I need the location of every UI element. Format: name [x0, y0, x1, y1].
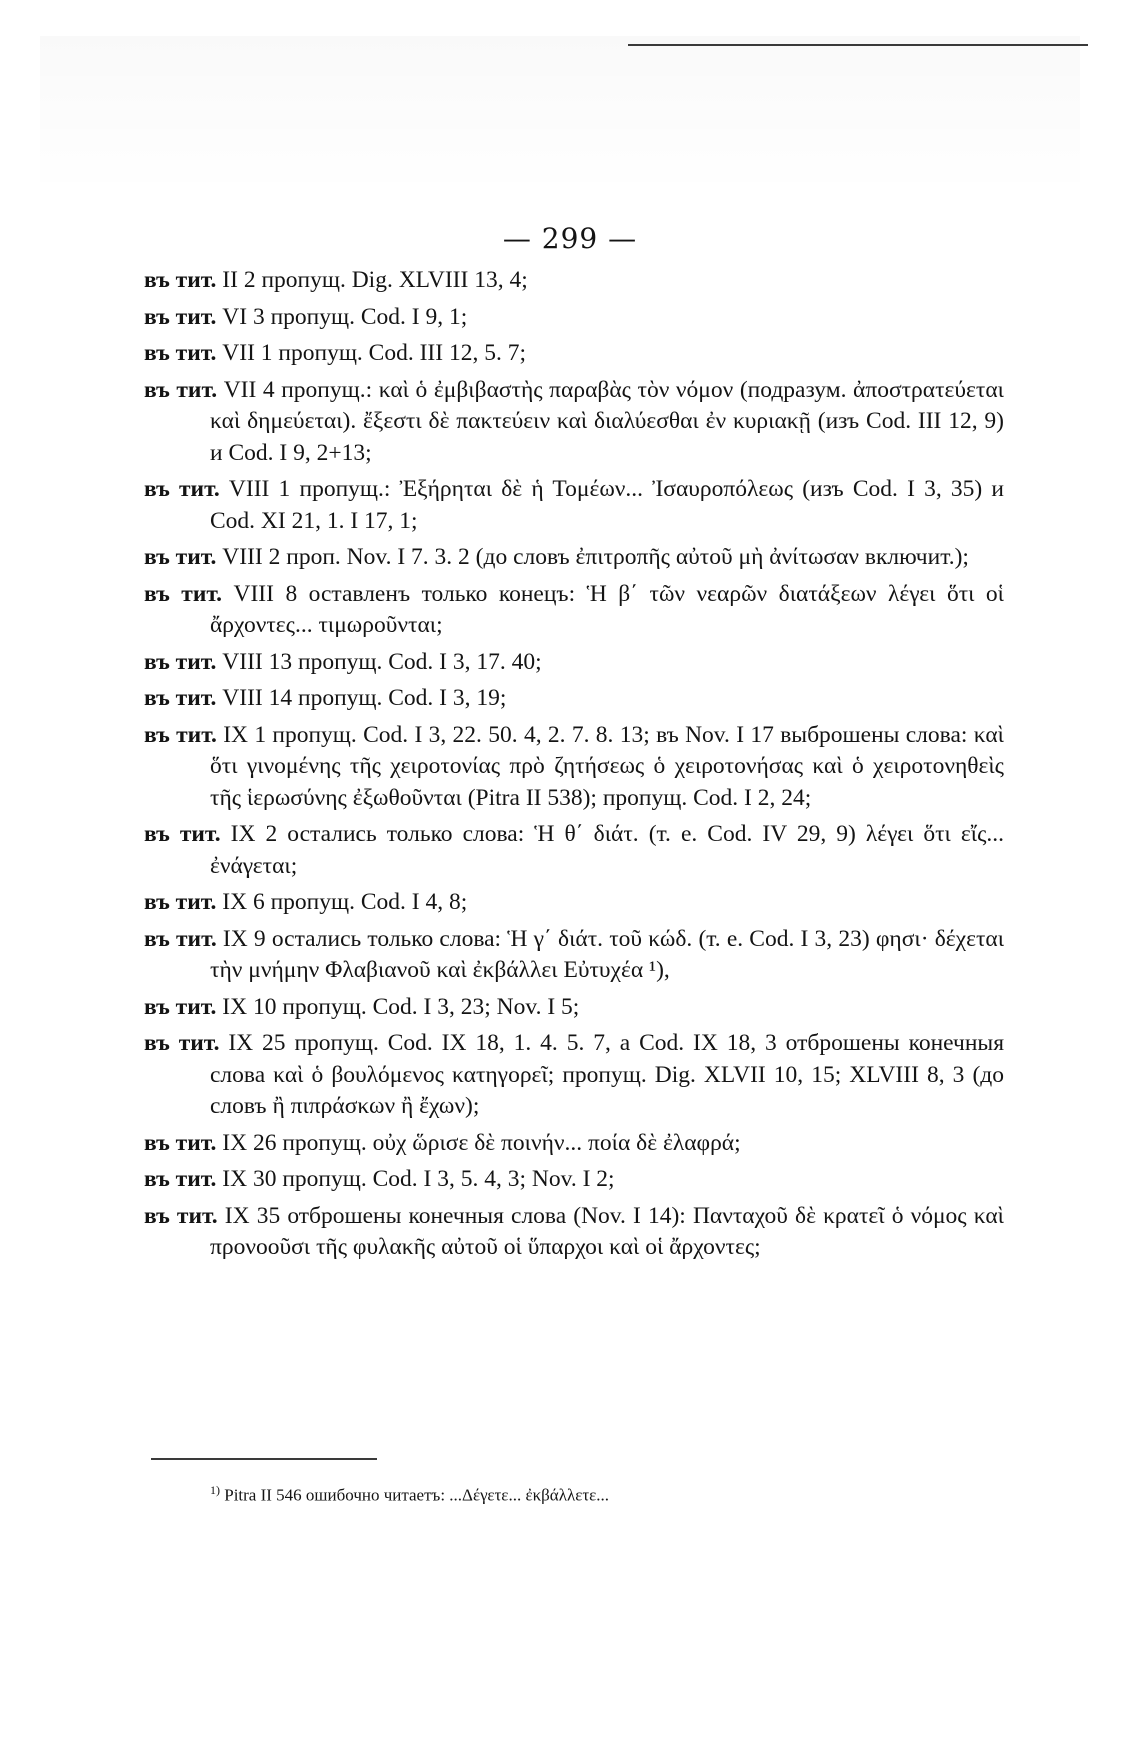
list-item [144, 265, 1004, 297]
list-item [144, 887, 1004, 919]
entry-text: IX 26 пропущ. οὐχ ὥρισε δὲ ποινήν... ποία δὲ ἐλαφρά; [222, 1129, 741, 1156]
entry-lead: въ тит. [144, 925, 217, 952]
footnote-marker: 1) [210, 1483, 220, 1497]
entry-list [144, 265, 1004, 1269]
entry-lead: въ тит. [144, 993, 217, 1020]
list-item [144, 338, 1004, 370]
entry-text: IX 9 остались только слова: Ἡ γ΄ διάτ. τοῦ κώδ. (т. е. Cod. I 3, 23) φησι· δέχεται τὴν μνήμην Φλαβιανοῦ καὶ ἐκβάλλει Εὐτυχέα ¹), [210, 925, 1005, 983]
entry-text: IX 2 остались только слова: Ἡ θ΄ διάτ. (т. е. Cod. IV 29, 9) λέγει ὅτι εἴς... ἐνάγεται; [210, 821, 1005, 879]
footnote [210, 1483, 609, 1506]
entry-text: VII 4 пропущ.: καὶ ὁ ἐμβιβαστὴς παραβὰς τὸν νόμον (подразум. ἀποστρατεύεται καὶ δημεύεται). ἔξεστι δὲ πακτεύειν καὶ διαλύεσθαι ἐν κυριακῇ (изъ Cod. III 12, 9) и Cod. I 9, 2+13; [210, 376, 1004, 466]
scan-shading [40, 36, 1080, 196]
entry-lead: въ тит. [144, 267, 217, 293]
entry-text: IX 25 пропущ. Cod. IX 18, 1. 4. 5. 7, а Cod. IX 18, 3 отброшены конечныя слова καὶ ὁ βουλόμενος κατηγορεῖ; пропущ. Dig. XLVII 10, 15; XLVIII 8, 3 (до словъ ἢ πιπράσκων ἢ ἔχων); [210, 1030, 1004, 1119]
list-item [144, 992, 1004, 1024]
footnote-text: Pitra II 546 ошибочно читаетъ: ...Δέγετε... ἐκβάλλετε... [224, 1485, 610, 1505]
entry-lead: въ тит. [144, 303, 217, 330]
entry-text: VIII 1 пропущ.: Ἐξήρηται δὲ ἡ Τομέων... Ἰσαυροπόλεως (изъ Cod. I 3, 35) и Cod. XI 21, 1. I 17, 1; [210, 476, 1004, 534]
footnote-divider [151, 1458, 377, 1460]
entry-lead: въ тит. [144, 721, 217, 748]
entry-text: IX 30 пропущ. Cod. I 3, 5. 4, 3; Nov. I 2; [222, 1166, 615, 1192]
entry-text: IX 10 пропущ. Cod. I 3, 23; Nov. I 5; [222, 993, 580, 1020]
list-item [144, 1128, 1004, 1160]
entry-lead: въ тит. [144, 476, 220, 502]
list-item [144, 579, 1004, 642]
entry-text: IX 35 отброшены конечныя слова (Nov. I 14): Πανταχοῦ δὲ κρατεῖ ὁ νόμος καὶ προνοοῦσι τῆς φυλακῆς αὐτοῦ οἱ ὕπαρχοι καὶ οἱ ἄρχοντες; [210, 1202, 1005, 1260]
entry-lead: въ тит. [144, 376, 218, 403]
entry-text: VIII 13 пропущ. Cod. I 3, 17. 40; [222, 648, 542, 675]
page-number: — 299 — [502, 222, 638, 255]
list-item [144, 683, 1004, 715]
entry-lead: въ тит. [144, 544, 217, 570]
list-item [144, 375, 1004, 470]
list-item [144, 720, 1004, 815]
entry-lead: въ тит. [144, 648, 217, 675]
list-item [144, 924, 1004, 987]
list-item [144, 302, 1004, 334]
entry-text: II 2 пропущ. Dig. XLVIII 13, 4; [222, 267, 528, 293]
entry-lead: въ тит. [144, 685, 217, 711]
entry-lead: въ тит. [144, 1030, 220, 1056]
list-item [144, 1201, 1004, 1264]
entry-text: VIII 2 проп. Nov. I 7. 3. 2 (до словъ ἐπιτροπῆς αὐτοῦ μὴ ἀνίτωσαν включит.); [222, 544, 969, 570]
entry-text: VI 3 пропущ. Cod. I 9, 1; [222, 303, 468, 330]
list-item [144, 474, 1004, 537]
entry-lead: въ тит. [144, 821, 221, 847]
list-item [144, 542, 1004, 574]
entry-text: VIII 14 пропущ. Cod. I 3, 19; [222, 685, 507, 711]
entry-text: IX 6 пропущ. Cod. I 4, 8; [222, 889, 468, 915]
entry-text: VIII 8 оставленъ только конецъ: Ἡ β΄ τῶν νεαρῶν διατάξεων λέγει ὅτι οἱ ἄρχοντες... τιμωροῦνται; [210, 580, 1005, 638]
entry-lead: въ тит. [144, 1129, 217, 1156]
list-item [144, 647, 1004, 679]
entry-lead: въ тит. [144, 580, 223, 607]
top-edge-rule [628, 44, 1088, 46]
entry-lead: въ тит. [144, 1202, 218, 1229]
list-item [144, 1028, 1004, 1123]
list-item [144, 1164, 1004, 1196]
list-item [144, 819, 1004, 882]
entry-text: VII 1 пропущ. Cod. III 12, 5. 7; [222, 340, 526, 366]
entry-lead: въ тит. [144, 340, 217, 366]
entry-lead: въ тит. [144, 1166, 217, 1192]
entry-lead: въ тит. [144, 889, 217, 915]
entry-text: IX 1 пропущ. Cod. I 3, 22. 50. 4, 2. 7. 8. 13; въ Nov. I 17 выброшены слова: καὶ ὅτι γινομένης τῆς χειροτονίας πρὸ ζητήσεως ὁ χειροτονήσας καὶ ὁ χειροτονηθεὶς τῆς ἱερωσύνης ἐξωθοῦνται (Pitra II 538); пропущ. Cod. I 2, 24; [210, 721, 1005, 811]
